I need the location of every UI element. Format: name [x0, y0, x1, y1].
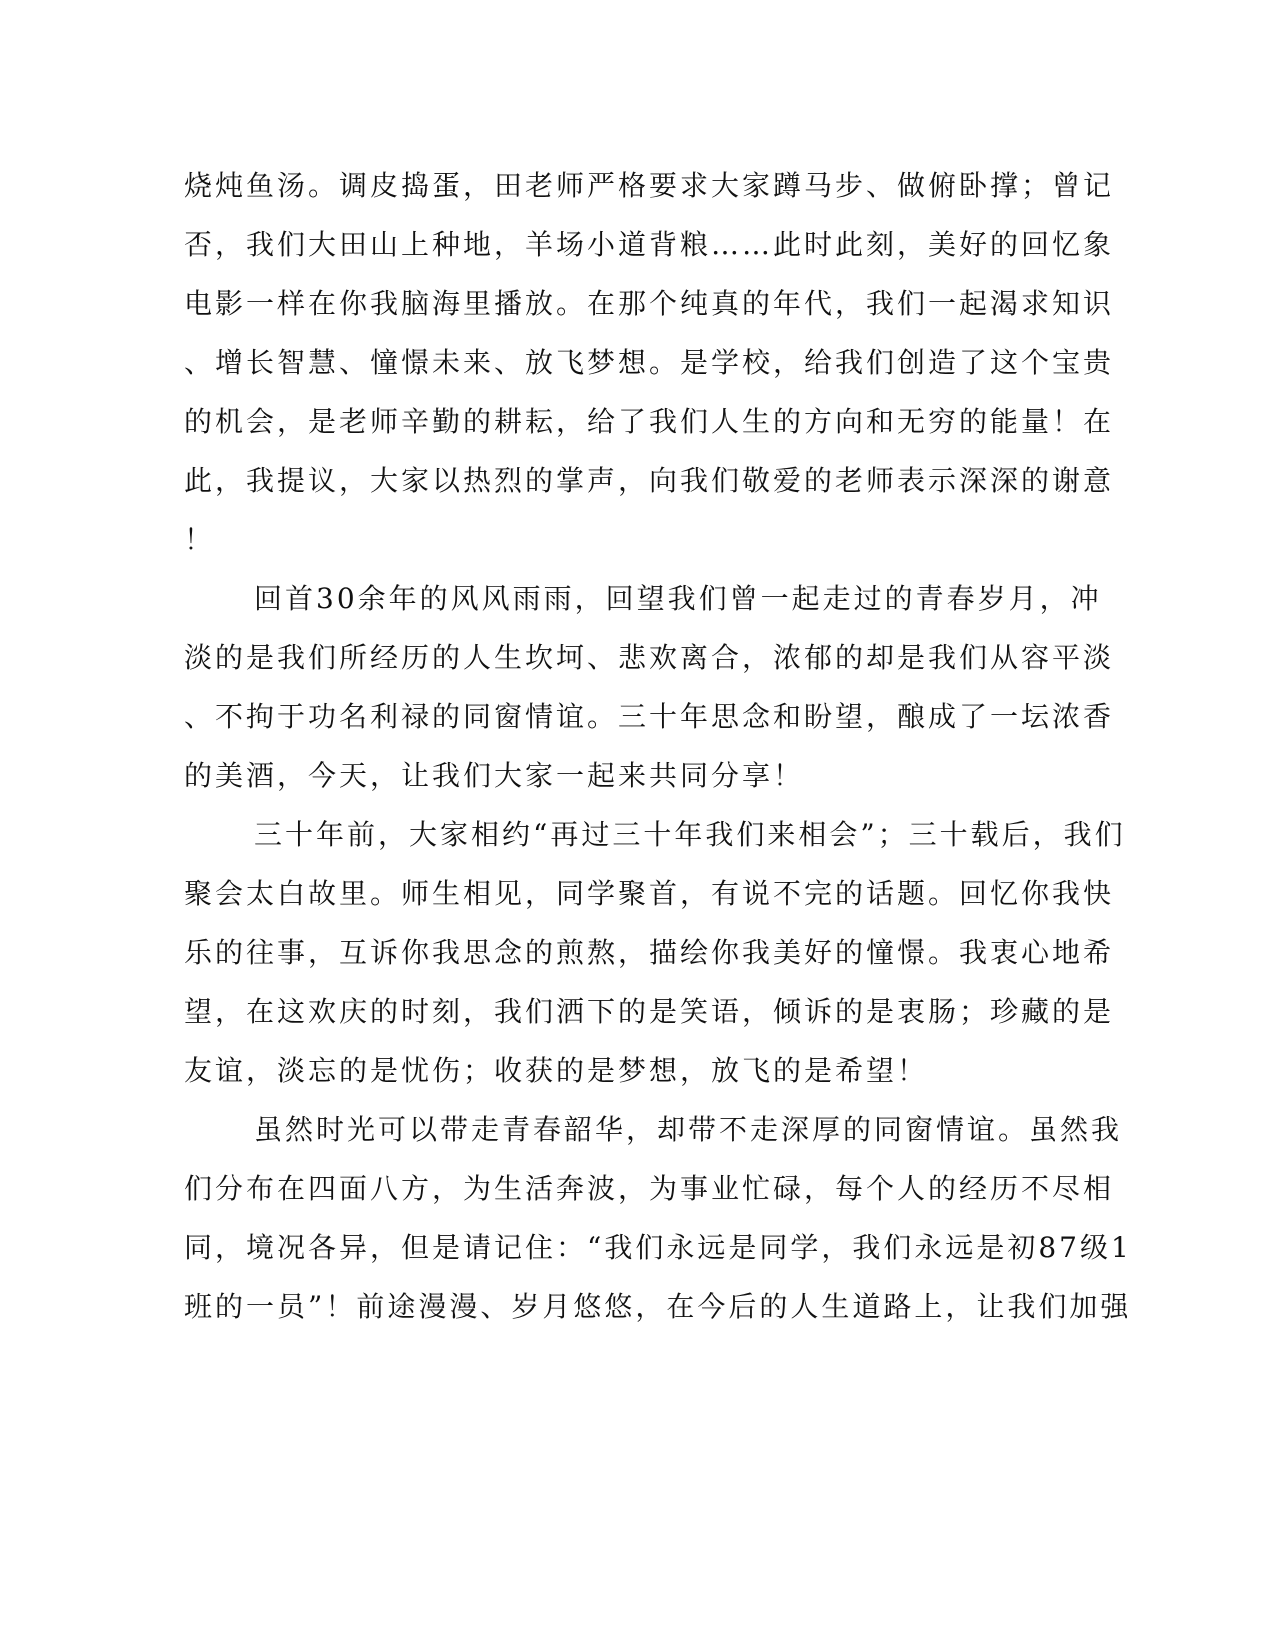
document-body — [184, 156, 1132, 1336]
text-line: 否，我们大田山上种地，羊场小道背粮……此时此刻，美好的回忆象 — [184, 228, 1115, 261]
text-line: 友谊，淡忘的是忧伤；收获的是梦想，放飞的是希望！ — [184, 1054, 929, 1087]
text-line: 、不拘于功名利禄的同窗情谊。三十年思念和盼望，酿成了一坛浓香 — [184, 700, 1115, 733]
text-line: 的机会，是老师辛勤的耕耘，给了我们人生的方向和无穷的能量！在 — [184, 405, 1115, 438]
text-line: 三十年前，大家相约“再过三十年我们来相会”；三十载后，我们 — [254, 818, 1126, 851]
text-line: 回首30余年的风风雨雨，回望我们曾一起走过的青春岁月，冲 — [254, 582, 1102, 615]
text-line: 们分布在四面八方，为生活奔波，为事业忙碌，每个人的经历不尽相 — [184, 1172, 1115, 1205]
text-line: 烧炖鱼汤。调皮捣蛋，田老师严格要求大家蹲马步、做俯卧撑；曾记 — [184, 169, 1115, 202]
text-line: 同，境况各异，但是请记住：“我们永远是同学，我们永远是初87级1 — [184, 1231, 1132, 1264]
text-line: 虽然时光可以带走青春韶华，却带不走深厚的同窗情谊。虽然我 — [254, 1113, 1123, 1146]
text-line: 电影一样在你我脑海里播放。在那个纯真的年代，我们一起渴求知识 — [184, 287, 1115, 320]
text-line: 聚会太白故里。师生相见，同学聚首，有说不完的话题。回忆你我快 — [184, 877, 1115, 910]
text-line: 望，在这欢庆的时刻，我们洒下的是笑语，倾诉的是衷肠；珍藏的是 — [184, 995, 1115, 1028]
text-line: 淡的是我们所经历的人生坎坷、悲欢离合，浓郁的却是我们从容平淡 — [184, 641, 1115, 674]
text-line: ！ — [184, 523, 216, 556]
text-line: 的美酒，今天，让我们大家一起来共同分享！ — [184, 759, 805, 792]
text-line: 、增长智慧、憧憬未来、放飞梦想。是学校，给我们创造了这个宝贵 — [184, 346, 1115, 379]
text-line: 班的一员”！前途漫漫、岁月悠悠，在今后的人生道路上，让我们加强 — [184, 1290, 1132, 1323]
text-line: 乐的往事，互诉你我思念的煎熬，描绘你我美好的憧憬。我衷心地希 — [184, 936, 1115, 969]
text-line: 此，我提议，大家以热烈的掌声，向我们敬爱的老师表示深深的谢意 — [184, 464, 1115, 497]
